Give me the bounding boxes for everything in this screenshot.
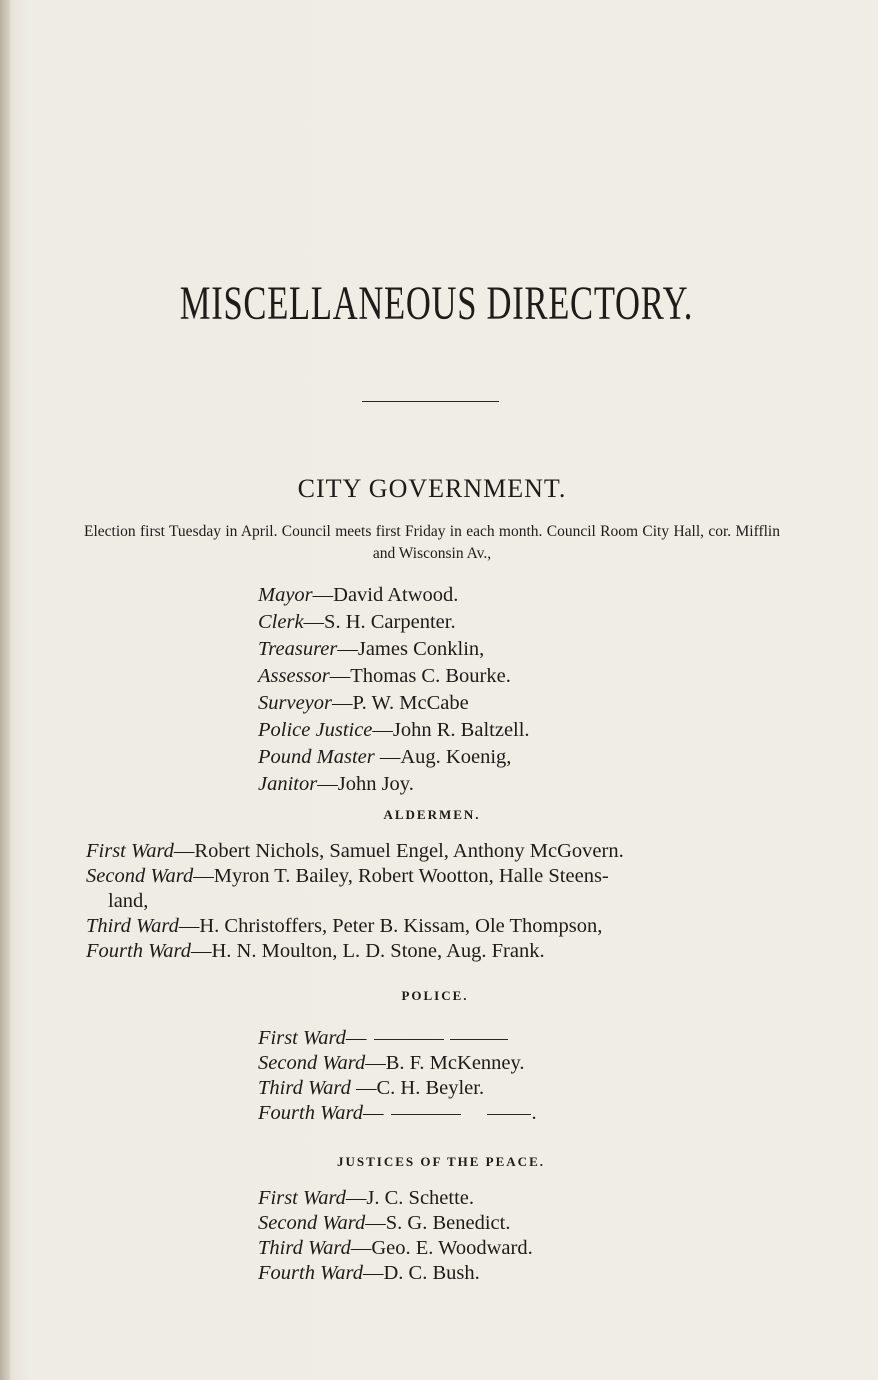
ward-label: Fourth Ward [86,940,191,962]
ward-label: First Ward [86,840,174,862]
officer-entry [258,771,530,798]
blank-line [374,1039,444,1040]
aldermen-entry [86,939,786,964]
officer-name: —David Atwood. [312,584,459,606]
officer-role: Janitor [258,773,318,795]
ward-names: —Robert Nichols, Samuel Engel, Anthony McGovern. [173,840,624,862]
officer-entry [258,663,530,690]
officer-entry [258,582,530,609]
ward-label: Third Ward [86,915,179,937]
officer-role: Treasurer [258,638,338,660]
police-entry [258,1101,537,1126]
officer-name: —S. H. Carpenter. [303,611,456,633]
page-title: MISCELLANEOUS DIRECTORY. [179,277,694,330]
ward-names: —H. Christoffers, Peter B. Kissam, Ole Thompson, [178,915,603,937]
ward-names: —H. N. Moulton, L. D. Stone, Aug. Frank. [190,940,545,962]
justices-list [258,1186,533,1286]
justice-entry [258,1261,533,1286]
officer-entry [258,744,530,771]
ward-names: —B. F. McKenney. [365,1052,525,1074]
ward-names: —S. G. Benedict. [365,1212,511,1234]
justice-entry [258,1211,533,1236]
officers-list [258,582,530,798]
officer-entry [258,636,530,663]
officer-role: Police Justice [258,719,373,741]
officer-entry [258,609,530,636]
blank-line [487,1114,531,1115]
ward-names: —Geo. E. Woodward. [350,1237,533,1259]
section-title: CITY GOVERNMENT. [297,474,567,503]
officer-entry [258,690,530,717]
officer-name: —John R. Baltzell. [372,719,530,741]
aldermen-entry [86,839,786,864]
officer-name: —P. W. McCabe [332,692,469,714]
justice-entry [258,1186,533,1211]
officer-name: —John Joy. [317,773,414,795]
ward-label: Third Ward [258,1237,351,1259]
police-entry [258,1026,537,1051]
officer-role: Pound Master [258,746,375,768]
police-entry [258,1076,537,1101]
aldermen-heading: ALDERMEN. [383,807,481,822]
ward-label: Fourth Ward [258,1102,363,1124]
ward-tail: . [531,1102,537,1124]
officer-role: Assessor [258,665,330,687]
ward-label: First Ward [258,1187,346,1209]
ward-label: Second Ward [86,865,194,887]
officer-role: Mayor [258,584,313,606]
ward-label: First Ward [258,1027,346,1049]
aldermen-entry [86,914,786,939]
blank-line [450,1039,508,1040]
ward-label: Second Ward [258,1052,366,1074]
officer-name: —Aug. Koenig, [374,746,512,768]
ward-names: —J. C. Schette. [345,1187,475,1209]
ward-names: —Myron T. Bailey, Robert Wootton, Halle Steens- [193,865,609,887]
aldermen-entry [86,864,786,889]
officer-role: Clerk [258,611,304,633]
ward-names: — [362,1102,384,1124]
officer-role: Surveyor [258,692,333,714]
officer-entry [258,717,530,744]
title-divider [362,401,499,402]
police-heading: POLICE. [401,988,469,1003]
officer-name: —James Conklin, [337,638,485,660]
justices-heading: JUSTICES OF THE PEACE. [337,1154,545,1169]
police-entry [258,1051,537,1076]
police-list [258,1026,537,1126]
justice-entry [258,1236,533,1261]
intro-paragraph: Election first Tuesday in April. Council meets first Friday in each month. Council Room City Hall, cor. Mifflin and Wisconsin Av., [84,523,780,562]
aldermen-continuation: land, [108,890,149,912]
blank-line [391,1114,461,1115]
ward-label: Fourth Ward [258,1262,363,1284]
ward-label: Second Ward [258,1212,366,1234]
ward-names: —D. C. Bush. [362,1262,480,1284]
ward-names: —C. H. Beyler. [350,1077,485,1099]
officer-name: —Thomas C. Bourke. [329,665,511,687]
ward-label: Third Ward [258,1077,351,1099]
ward-names: — [345,1027,367,1049]
aldermen-list [86,839,786,964]
page-spine-shadow [0,0,10,1380]
